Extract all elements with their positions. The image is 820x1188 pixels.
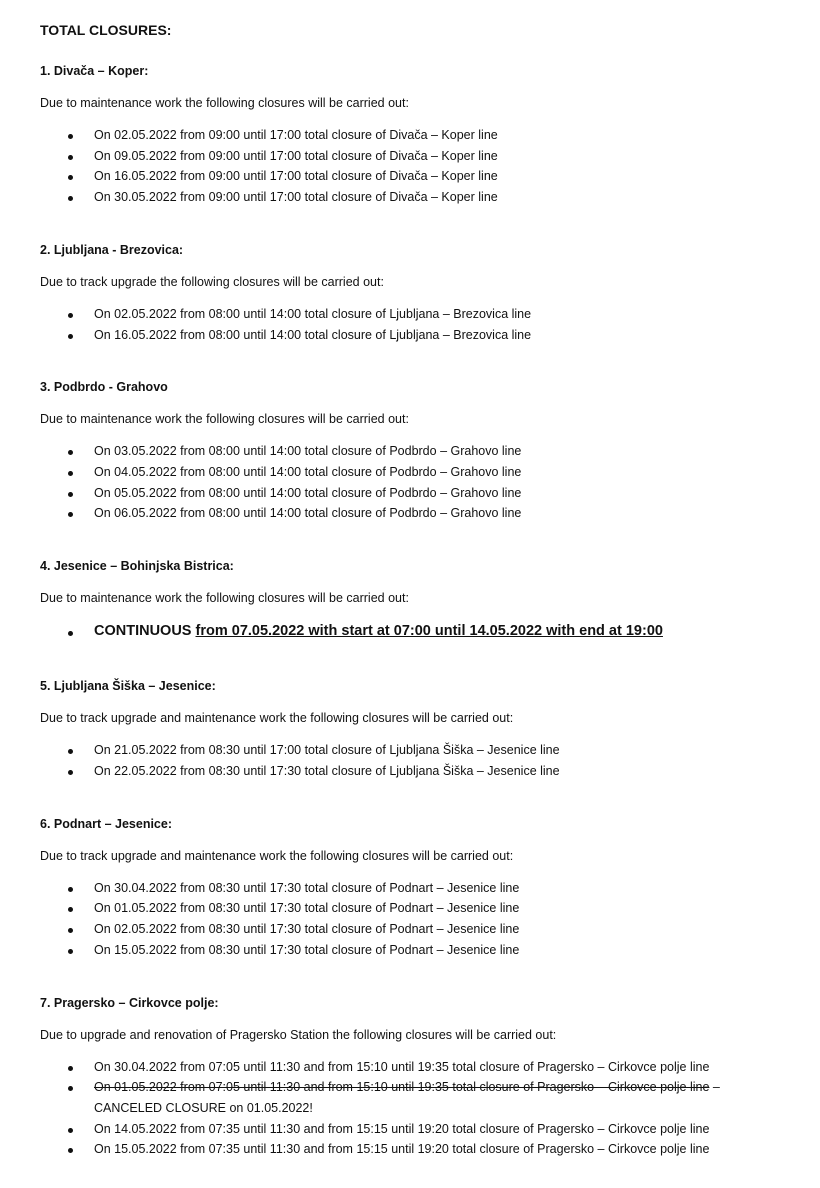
list-item: On 02.05.2022 from 08:30 until 17:30 total closure of Podnart – Jesenice line xyxy=(94,922,520,936)
section-intro: Due to maintenance work the following closures will be carried out: xyxy=(40,412,409,426)
section-intro: Due to maintenance work the following closures will be carried out: xyxy=(40,591,409,605)
section-intro: Due to maintenance work the following closures will be carried out: xyxy=(40,96,409,110)
canceled-closure-text: On 01.05.2022 from 07:05 until 11:30 and from 15:10 until 19:35 total closure of Pragersko – Cirkovce polje line xyxy=(94,1080,710,1094)
bullet-icon xyxy=(68,492,73,497)
bullet-icon xyxy=(68,887,73,892)
list-item: On 22.05.2022 from 08:30 until 17:30 total closure of Ljubljana Šiška – Jesenice line xyxy=(94,764,560,778)
list-item: On 06.05.2022 from 08:00 until 14:00 total closure of Podbrdo – Grahovo line xyxy=(94,506,522,520)
bullet-icon xyxy=(68,471,73,476)
canceled-list-item xyxy=(94,1080,720,1094)
bullet-icon xyxy=(68,1066,73,1071)
canceled-dash: – xyxy=(709,1080,720,1094)
section-intro: Due to track upgrade and maintenance work the following closures will be carried out: xyxy=(40,711,514,725)
list-item: On 04.05.2022 from 08:00 until 14:00 total closure of Podbrdo – Grahovo line xyxy=(94,465,522,479)
bullet-icon xyxy=(68,907,73,912)
list-item: On 30.04.2022 from 07:05 until 11:30 and from 15:10 until 19:35 total closure of Pragersko – Cirkovce polje line xyxy=(94,1060,710,1074)
section-intro: Due to track upgrade and maintenance work the following closures will be carried out: xyxy=(40,849,514,863)
bullet-icon xyxy=(68,512,73,517)
bullet-icon xyxy=(68,749,73,754)
bullet-icon xyxy=(68,196,73,201)
list-item: On 15.05.2022 from 07:35 until 11:30 and from 15:15 until 19:20 total closure of Pragersko – Cirkovce polje line xyxy=(94,1142,710,1156)
bullet-icon xyxy=(68,134,73,139)
bullet-icon xyxy=(68,175,73,180)
bullet-icon xyxy=(68,1086,73,1091)
bullet-icon xyxy=(68,155,73,160)
bullet-icon xyxy=(68,1128,73,1133)
list-item: On 03.05.2022 from 08:00 until 14:00 total closure of Podbrdo – Grahovo line xyxy=(94,444,522,458)
list-item: On 21.05.2022 from 08:30 until 17:00 total closure of Ljubljana Šiška – Jesenice line xyxy=(94,743,560,757)
section-intro: Due to upgrade and renovation of Pragersko Station the following closures will be carried out: xyxy=(40,1028,557,1042)
list-item: On 30.04.2022 from 08:30 until 17:30 total closure of Podnart – Jesenice line xyxy=(94,881,520,895)
list-item: On 09.05.2022 from 09:00 until 17:00 total closure of Divača – Koper line xyxy=(94,149,498,163)
section-heading: 1. Divača – Koper: xyxy=(40,64,149,78)
bullet-icon xyxy=(68,313,73,318)
bullet-icon xyxy=(68,334,73,339)
list-item: On 14.05.2022 from 07:35 until 11:30 and from 15:15 until 19:20 total closure of Pragersko – Cirkovce polje line xyxy=(94,1122,710,1136)
list-item: On 05.05.2022 from 08:00 until 14:00 total closure of Podbrdo – Grahovo line xyxy=(94,486,522,500)
section-heading: 5. Ljubljana Šiška – Jesenice: xyxy=(40,679,216,693)
bullet-icon xyxy=(68,770,73,775)
list-item: On 02.05.2022 from 08:00 until 14:00 total closure of Ljubljana – Brezovica line xyxy=(94,307,532,321)
list-item: On 15.05.2022 from 08:30 until 17:30 total closure of Podnart – Jesenice line xyxy=(94,943,520,957)
continuous-period: from 07.05.2022 with start at 07:00 until 14.05.2022 with end at 19:00 xyxy=(195,623,663,639)
section-intro: Due to track upgrade the following closures will be carried out: xyxy=(40,275,384,289)
list-item: On 30.05.2022 from 09:00 until 17:00 total closure of Divača – Koper line xyxy=(94,190,498,204)
bullet-icon xyxy=(68,631,73,636)
section-heading: 3. Podbrdo - Grahovo xyxy=(40,380,168,394)
canceled-note: CANCELED CLOSURE on 01.05.2022! xyxy=(94,1101,313,1115)
section-heading: 7. Pragersko – Cirkovce polje: xyxy=(40,996,219,1010)
continuous-label: CONTINUOUS xyxy=(94,623,192,639)
list-item: On 01.05.2022 from 08:30 until 17:30 total closure of Podnart – Jesenice line xyxy=(94,901,520,915)
bullet-icon xyxy=(68,928,73,933)
page-title: TOTAL CLOSURES: xyxy=(40,22,172,38)
section-heading: 4. Jesenice – Bohinjska Bistrica: xyxy=(40,559,234,573)
section-heading: 2. Ljubljana - Brezovica: xyxy=(40,243,184,257)
bullet-icon xyxy=(68,949,73,954)
bullet-icon xyxy=(68,1148,73,1153)
section-heading: 6. Podnart – Jesenice: xyxy=(40,817,173,831)
list-item: On 02.05.2022 from 09:00 until 17:00 total closure of Divača – Koper line xyxy=(94,128,498,142)
bullet-icon xyxy=(68,450,73,455)
list-item: On 16.05.2022 from 08:00 until 14:00 total closure of Ljubljana – Brezovica line xyxy=(94,328,532,342)
continuous-closure-item xyxy=(94,623,663,639)
list-item: On 16.05.2022 from 09:00 until 17:00 total closure of Divača – Koper line xyxy=(94,169,498,183)
